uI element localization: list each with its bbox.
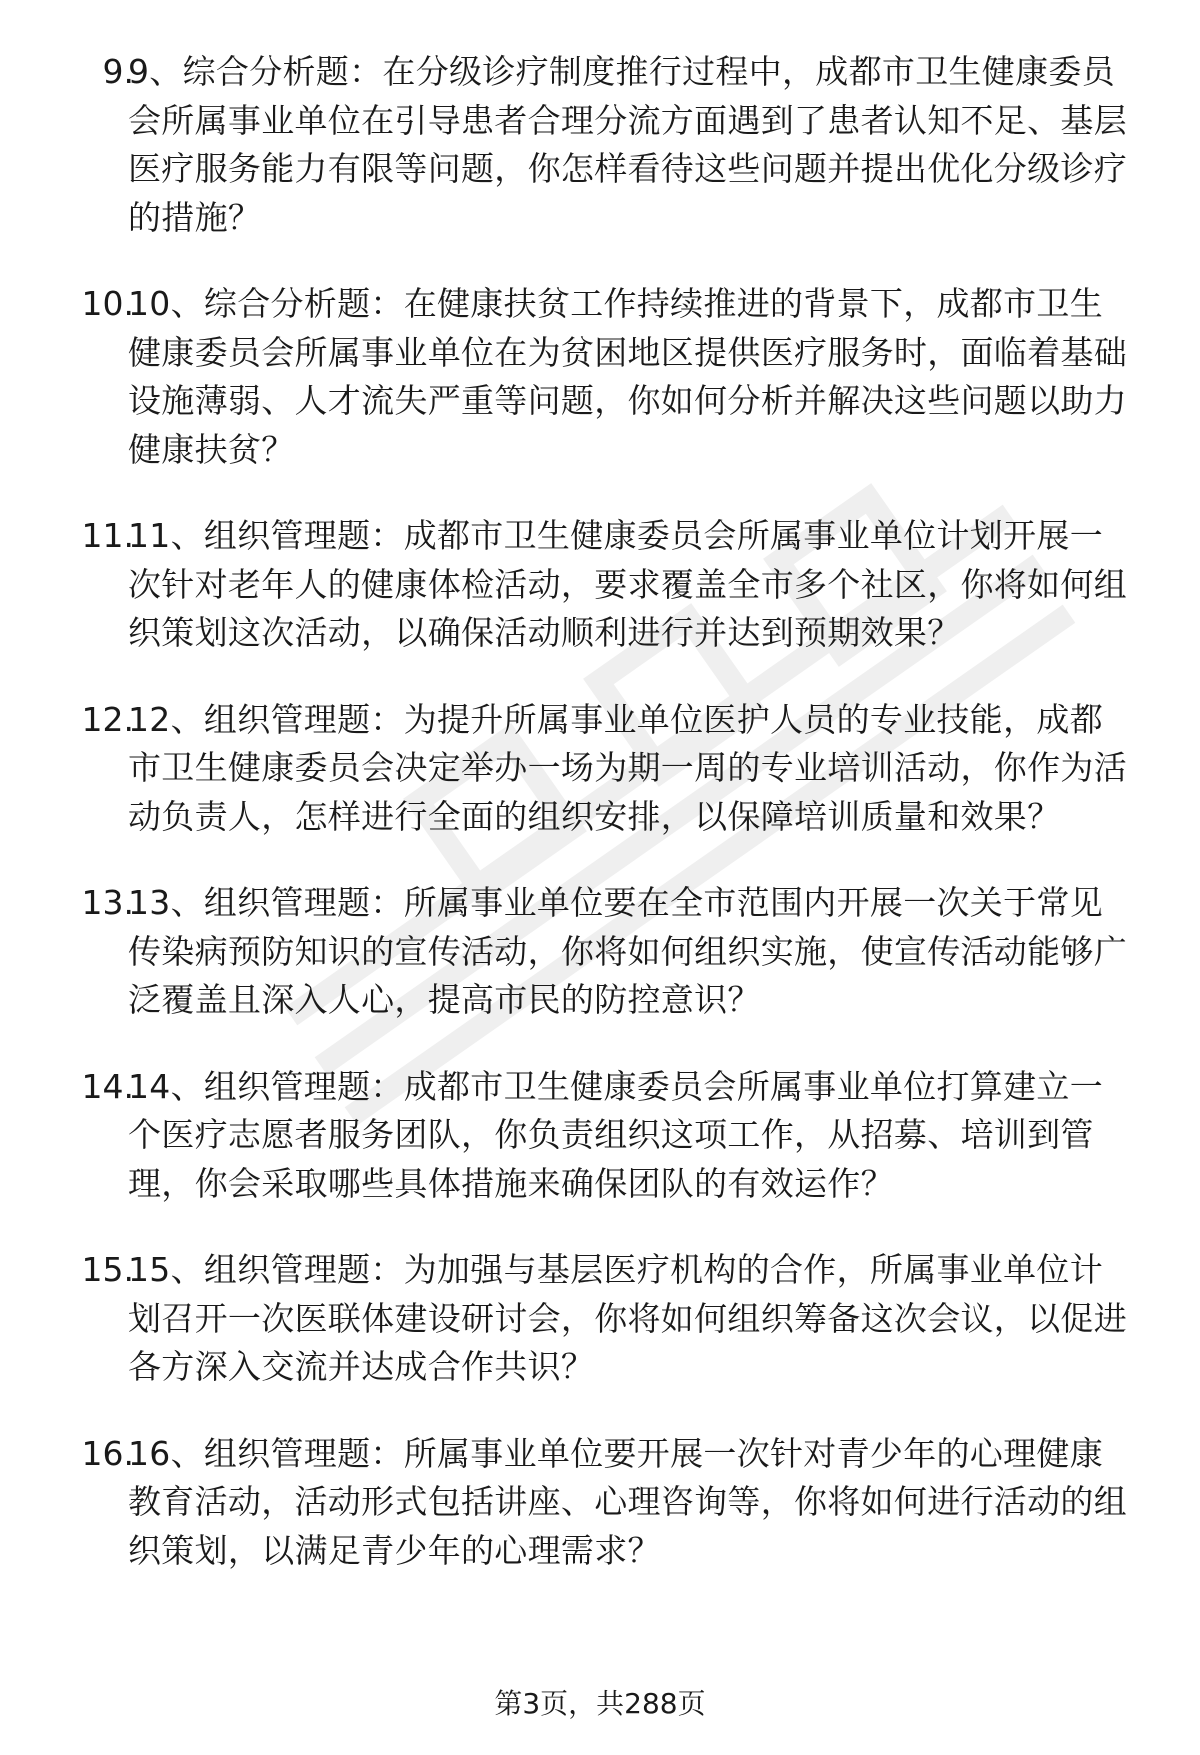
question-item-12	[0, 696, 1200, 842]
question-text: 14、组织管理题：成都市卫生健康委员会所属事业单位打算建立一个医疗志愿者服务团队，你负责组织这项工作，从招募、培训到管理，你会采取哪些具体措施来确保团队的有效运作？	[128, 1066, 1103, 1203]
question-item-15	[0, 1246, 1200, 1392]
question-item-13	[0, 879, 1200, 1025]
question-item-14	[0, 1063, 1200, 1209]
question-item-11	[0, 512, 1200, 658]
question-number: 14.	[81, 1066, 134, 1106]
question-number: 11.	[81, 516, 134, 555]
question-list	[0, 48, 1200, 1613]
question-text: 11、组织管理题：成都市卫生健康委员会所属事业单位计划开展一次针对老年人的健康体检活动，要求覆盖全市多个社区，你将如何组织策划这次活动，以确保活动顺利进行并达到预期效果？	[128, 516, 1127, 652]
question-number: 13.	[81, 883, 134, 922]
question-number: 16.	[81, 1433, 134, 1473]
question-number: 12.	[81, 699, 134, 739]
question-text: 15、组织管理题：为加强与基层医疗机构的合作，所属事业单位计划召开一次医联体建设研讨会，你将如何组织筹备这次会议，以促进各方深入交流并达成合作共识？	[128, 1250, 1127, 1386]
question-item-9	[0, 48, 1200, 242]
question-text: 9、综合分析题：在分级诊疗制度推行过程中，成都市卫生健康委员会所属事业单位在引导患者合理分流方面遇到了患者认知不足、基层医疗服务能力有限等问题，你怎样看待这些问题并提出优化分级诊疗的措施？	[128, 52, 1127, 237]
question-item-10	[0, 280, 1200, 474]
question-text: 13、组织管理题：所属事业单位要在全市范围内开展一次关于常见传染病预防知识的宣传活动，你将如何组织实施，使宣传活动能够广泛覆盖且深入人心，提高市民的防控意识？	[128, 883, 1127, 1019]
question-number: 15.	[81, 1250, 134, 1289]
page-footer: 第3页，共288页	[494, 1687, 706, 1720]
question-number: 10.	[81, 284, 134, 323]
question-number: 9.	[102, 52, 134, 91]
question-text: 10、综合分析题：在健康扶贫工作持续推进的背景下，成都市卫生健康委员会所属事业单位在为贫困地区提供医疗服务时，面临着基础设施薄弱、人才流失严重等问题，你如何分析并解决这些问题以助力健康扶贫？	[128, 284, 1127, 469]
question-item-16	[0, 1430, 1200, 1576]
question-text: 12、组织管理题：为提升所属事业单位医护人员的专业技能，成都市卫生健康委员会决定举办一场为期一周的专业培训活动，你作为活动负责人，怎样进行全面的组织安排，以保障培训质量和效果？	[128, 699, 1127, 836]
question-text: 16、组织管理题：所属事业单位要开展一次针对青少年的心理健康教育活动，活动形式包括讲座、心理咨询等，你将如何进行活动的组织策划，以满足青少年的心理需求？	[128, 1433, 1127, 1570]
